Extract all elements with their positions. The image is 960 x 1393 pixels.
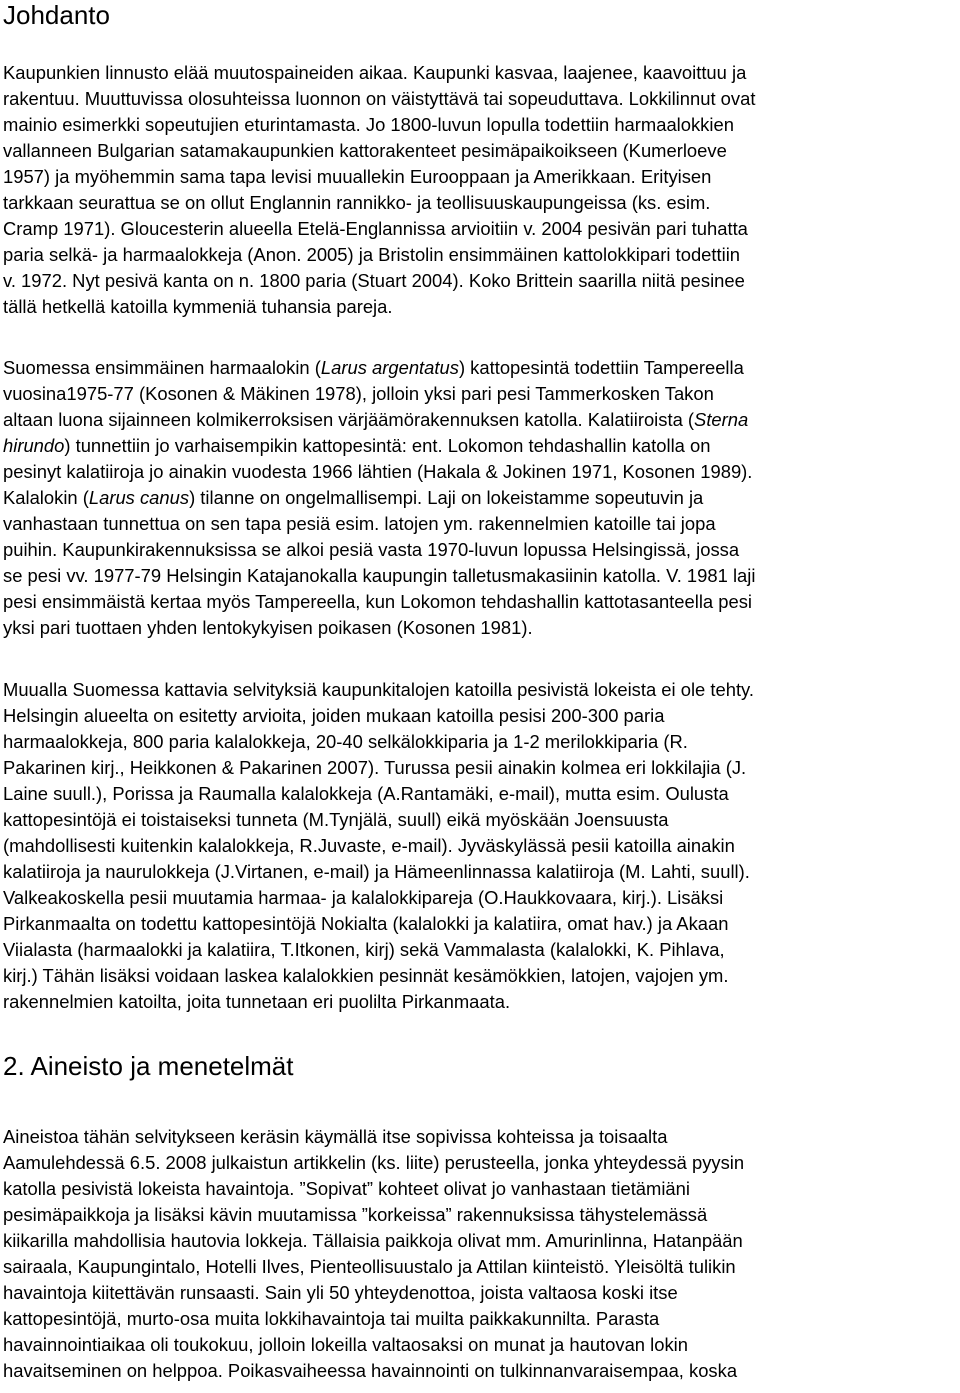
text-segment: tarkkaan seurattua se on ollut Englannin rannikko- ja teollisuuskaupungeissa (ks. esim. [3, 192, 711, 213]
text-line [3, 60, 959, 86]
text-line [3, 1124, 959, 1150]
text-line [3, 677, 959, 703]
text-line [3, 407, 959, 433]
heading-aineisto-ja-menetelmat: 2. Aineisto ja menetelmät [3, 1051, 294, 1081]
text-segment: Valkeakoskella pesii muutamia harmaa- ja kalalokkipareja (O.Haukkovaara, kirj.). Lisäksi [3, 887, 724, 908]
text-segment: rakentuu. Muuttuvissa olosuhteissa luonnon on väistyttävä tai sopeuduttava. Lokkilinnut ovat [3, 88, 756, 109]
text-line [3, 1228, 959, 1254]
text-line [3, 755, 959, 781]
text-line [3, 112, 959, 138]
text-line [3, 1306, 959, 1332]
text-segment: kalatiiroja ja naurulokkeja (J.Virtanen, e-mail) ja Hämeenlinnassa kalatiiroja (M. Lahti, suull). [3, 861, 750, 882]
text-segment: sairaala, Kaupungintalo, Hotelli Ilves, Pienteollisuustalo ja Attilan kiinteistö. Yleisöltä tulikin [3, 1256, 736, 1277]
text-line [3, 537, 959, 563]
text-segment: kiikarilla mahdollisia hautovia lokkeja. Tällaisia paikkoja olivat mm. Amurinlinna, Hatanpään [3, 1230, 743, 1251]
text-line [3, 242, 959, 268]
text-segment: harmaalokkeja, 800 paria kalalokkeja, 20-40 selkälokkiparia ja 1-2 merilokkiparia (R. [3, 731, 688, 752]
text-segment: kattopesintöjä ei toistaiseksi tunneta (M.Tynjälä, suull) eikä myöskään Joensuusta [3, 809, 669, 830]
text-segment: rakennelmien katoilta, joita tunnetaan eri puolilta Pirkanmaata. [3, 991, 511, 1012]
text-segment: Cramp 1971). Gloucesterin alueella Etelä-Englannissa arvioitiin v. 2004 pesivän pari tuhatta [3, 218, 748, 239]
text-line [3, 703, 959, 729]
text-segment: (mahdollisesti kuitenkin kalalokkeja, R.Juvaste, e-mail). Jyväskylässä pesii katoilla ainakin [3, 835, 735, 856]
text-line [3, 485, 959, 511]
text-line [3, 1202, 959, 1228]
text-line [3, 381, 959, 407]
text-segment: se pesi vv. 1977-79 Helsingin Katajanokalla kaupungin talletusmakasiinin katolla. V. 1981 laji [3, 565, 756, 586]
text-segment: Pakarinen kirj., Heikkonen & Pakarinen 2007). Turussa pesii ainakin kolmea eri lokkilajia (J. [3, 757, 747, 778]
text-line [3, 433, 959, 459]
text-segment: kattopesintöjä, murto-osa muita lokkihavaintoja tai muilta paikkakunnilta. Parasta [3, 1308, 660, 1329]
text-line [3, 781, 959, 807]
text-segment: Kalalokin ( [3, 487, 89, 508]
text-segment: kirj.) Tähän lisäksi voidaan laskea kalalokkien pesinnät kesämökkien, latojen, vajojen ym. [3, 965, 729, 986]
text-segment: Aamulehdessä 6.5. 2008 julkaistun artikkelin (ks. liite) perusteella, jonka yhteydessä pyysin [3, 1152, 745, 1173]
text-line [3, 589, 959, 615]
text-segment: Aineistoa tähän selvitykseen keräsin käymällä itse sopivissa kohteissa ja toisaalta [3, 1126, 668, 1147]
text-segment: tällä hetkellä katoilla kymmeniä tuhansia pareja. [3, 296, 393, 317]
text-line [3, 86, 959, 112]
text-segment: Laine suull.), Porissa ja Raumalla kalalokkeja (A.Rantamäki, e-mail), mutta esim. Oulusta [3, 783, 729, 804]
text-line [3, 1332, 959, 1358]
text-segment: Suomessa ensimmäinen harmaalokin ( [3, 357, 321, 378]
text-line [3, 885, 959, 911]
text-segment: vuosina1975-77 (Kosonen & Mäkinen 1978), jolloin yksi pari pesi Tammerkosken Takon [3, 383, 714, 404]
text-line [3, 1176, 959, 1202]
text-line [3, 1254, 959, 1280]
text-line [3, 511, 959, 537]
text-segment: havaintoja kiitettävän runsaasti. Sain yli 50 yhteydenottoa, joista valtaosa koski itse [3, 1282, 678, 1303]
text-segment: yksi pari tuottaen yhden lentokykyisen poikasen (Kosonen 1981). [3, 617, 533, 638]
text-line [3, 1150, 959, 1176]
text-segment: paria selkä- ja harmaalokkeja (Anon. 2005) ja Bristolin ensimmäinen kattolokkipari todettiin [3, 244, 741, 265]
text-line [3, 807, 959, 833]
text-segment: Helsingin alueelta on esitetty arvioita, joiden mukaan katoilla pesisi 200-300 paria [3, 705, 665, 726]
text-segment: v. 1972. Nyt pesivä kanta on n. 1800 paria (Stuart 2004). Koko Brittein saarilla niitä pesinee [3, 270, 745, 291]
text-segment: 1957) ja myöhemmin sama tapa levisi muuallekin Eurooppaan ja Amerikkaan. Erityisen [3, 166, 712, 187]
species-name-italic: Larus argentatus [320, 357, 459, 378]
text-line [3, 937, 959, 963]
text-line [3, 615, 959, 641]
text-segment: altaan luona sijainneen kolmikerroksisen värjäämörakennuksen katolla. Kalatiiroista ( [3, 409, 695, 430]
text-segment: Pirkanmaalta on todettu kattopesintöjä Nokialta (kalalokki ja kalatiira, omat hav.) ja Akaan [3, 913, 729, 934]
text-line [3, 459, 959, 485]
species-name-italic: Sterna [694, 409, 749, 430]
text-segment: pesi ensimmäistä kertaa myös Tampereella, kun Lokomon tehdashallin kattotasanteella pesi [3, 591, 752, 612]
heading-johdanto: Johdanto [3, 0, 110, 30]
text-line [3, 164, 959, 190]
text-segment: vanhastaan tunnettua on sen tapa pesiä esim. latojen ym. rakennelmien katoille tai jopa [3, 513, 716, 534]
text-line [3, 216, 959, 242]
text-segment: ) tunnettiin jo varhaisempikin kattopesintä: ent. Lokomon tehdashallin katolla on [64, 435, 711, 456]
text-line [3, 355, 959, 381]
text-line [3, 268, 959, 294]
text-line [3, 963, 959, 989]
text-segment: havainnointiaikaa oli toukokuu, jolloin lokeilla valtaosaksi on munat ja hautovan lokin [3, 1334, 688, 1355]
text-segment: Viialasta (harmaalokki ja kalatiira, T.Itkonen, kirj) sekä Vammalasta (kalalokki, K. Pihlava, [3, 939, 725, 960]
species-name-italic: hirundo [3, 435, 65, 456]
paragraph-intro-urban-birds [3, 60, 959, 320]
text-line [3, 294, 959, 320]
text-segment: puihin. Kaupunkirakennuksissa se alkoi pesiä vasta 1970-luvun lopussa Helsingissä, jossa [3, 539, 740, 560]
text-segment: ) tilanne on ongelmallisempi. Laji on lokeistamme sopeutuvin ja [189, 487, 704, 508]
paragraph-finland-first-roof-nests [3, 355, 959, 641]
paragraph-material-and-methods [3, 1124, 959, 1384]
text-line [3, 1358, 959, 1384]
text-line [3, 563, 959, 589]
text-line [3, 859, 959, 885]
text-segment: havaitseminen on helppoa. Poikasvaiheessa havainnointi on tulkinnanvaraisempaa, koska [3, 1360, 738, 1381]
paragraph-other-finnish-cities [3, 677, 959, 1015]
text-segment: Muualla Suomessa kattavia selvityksiä kaupunkitalojen katoilla pesivistä lokeista ei ole tehty. [3, 679, 754, 700]
text-segment: pesinyt kalatiiroja jo ainakin vuodesta 1966 lähtien (Hakala & Jokinen 1971, Kosonen 1989). [3, 461, 753, 482]
text-line [3, 138, 959, 164]
text-segment: katolla pesivistä lokeista havaintoja. ”Sopivat” kohteet olivat jo vanhastaan tietämiäni [3, 1178, 690, 1199]
text-segment: pesimäpaikkoja ja lisäksi kävin muutamissa ”korkeissa” rakennuksissa tähystelemässä [3, 1204, 708, 1225]
text-line [3, 911, 959, 937]
text-segment: vallanneen Bulgarian satamakaupunkien kattorakenteet pesimäpaikoikseen (Kumerloeve [3, 140, 727, 161]
text-segment: mainio esimerkki sopeutujien eturintamasta. Jo 1800-luvun lopulla todettiin harmaalokkien [3, 114, 734, 135]
text-segment: Kaupunkien linnusto elää muutospaineiden aikaa. Kaupunki kasvaa, laajenee, kaavoittuu ja [3, 62, 747, 83]
text-segment: ) kattopesintä todettiin Tampereella [458, 357, 744, 378]
text-line [3, 833, 959, 859]
species-name-italic: Larus canus [88, 487, 190, 508]
text-line [3, 989, 959, 1015]
text-line [3, 729, 959, 755]
text-line [3, 190, 959, 216]
text-line [3, 1280, 959, 1306]
